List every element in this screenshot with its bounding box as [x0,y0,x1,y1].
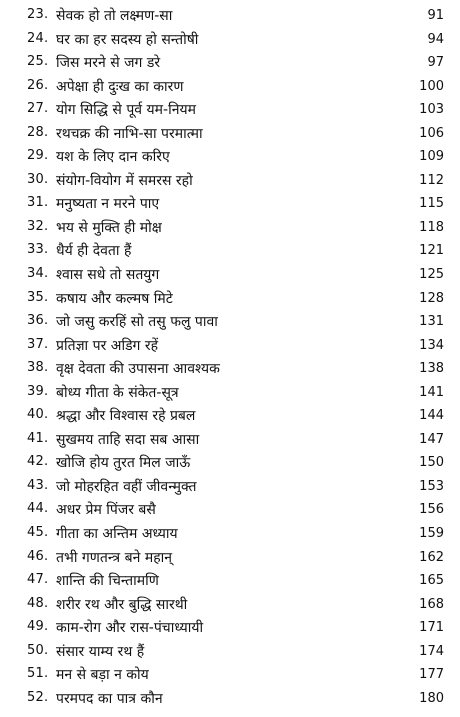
entry-title: मनुष्यता न मरने पाए [56,196,160,213]
entry-number: 50. [27,642,49,658]
table-of-contents [0,4,460,710]
entry-number: 23. [27,7,49,22]
toc-row [0,593,460,617]
toc-row [0,498,460,522]
entry-title: सुखमय ताहि सदा सब आसा [56,431,200,448]
entry-number: 29. [27,148,49,164]
entry-title: जिस मरने से जग डरे [56,55,161,72]
entry-page: 100 [419,78,444,94]
entry-page: 125 [419,267,444,283]
entry-title: घर का हर सदस्य हो सन्तोषी [56,31,199,48]
entry-title: श्रद्धा और विश्वास रहे प्रबल [56,408,196,425]
entry-page: 159 [419,526,444,542]
toc-row [0,522,460,546]
entry-title: कषाय और कल्मष मिटे [56,290,173,307]
entry-title: धैर्य ही देवता हैं [56,243,132,260]
entry-title: गीता का अन्तिम अध्याय [56,526,178,543]
entry-title: संयोग-वियोग में समरस रहो [56,172,193,189]
entry-title: भय से मुक्ति ही मोक्ष [56,219,162,236]
entry-page: 109 [419,149,444,165]
entry-number: 37. [27,336,49,352]
entry-title: सेवक हो तो लक्ष्मण-सा [56,8,173,24]
toc-row [0,122,460,146]
entry-title: खोजि होय तुरत मिल जाऊँ [56,455,191,472]
entry-page: 106 [419,125,444,141]
entry-page: 118 [419,219,444,235]
entry-page: 121 [419,243,444,259]
entry-number: 41. [27,430,49,446]
toc-row [0,28,460,52]
entry-page: 94 [427,31,444,47]
entry-title: श्वास सधे तो सतयुग [56,267,160,284]
entry-number: 24. [27,30,49,46]
entry-number: 47. [27,572,49,588]
entry-title: योग सिद्धि से पूर्व यम-नियम [56,102,196,119]
entry-page: 97 [427,55,444,71]
toc-row [0,663,460,687]
entry-number: 40. [27,407,49,423]
entry-page: 144 [419,408,444,424]
entry-page: 165 [419,573,444,589]
toc-row [0,569,460,593]
toc-row [0,98,460,122]
entry-title: शरीर रथ और बुद्धि सारथी [56,596,188,613]
toc-row [0,4,460,28]
entry-page: 128 [419,290,444,306]
entry-page: 153 [419,478,444,494]
entry-number: 28. [27,124,49,140]
entry-title: रथचक्र की नाभि-सा परमात्मा [56,125,203,142]
entry-title: काम-रोग और रास-पंचाध्यायी [56,620,204,637]
entry-number: 46. [27,548,49,564]
entry-title: मन से बड़ा न कोय [56,667,149,684]
entry-number: 33. [27,242,49,258]
entry-number: 44. [27,501,49,517]
entry-page: 171 [419,620,444,636]
toc-row [0,381,460,405]
entry-page: 103 [419,102,444,118]
entry-page: 141 [419,384,444,400]
entry-number: 42. [27,454,49,470]
toc-row [0,640,460,664]
entry-page: 115 [419,196,444,212]
entry-title: तभी गणतन्त्र बने महान् [56,549,173,566]
entry-title: परमपद का पात्र कौन [56,690,163,707]
toc-row [0,428,460,452]
toc-row [0,51,460,75]
entry-page: 162 [419,549,444,565]
entry-number: 30. [27,171,49,187]
entry-title: बोध्य गीता के संकेत-सूत्र [56,384,179,401]
entry-title: जो जसु करहिं सो तसु फलु पावा [56,314,218,331]
toc-row [0,145,460,169]
entry-number: 27. [27,101,49,117]
toc-row [0,287,460,311]
toc-row [0,192,460,216]
entry-page: 168 [419,596,444,612]
toc-row [0,616,460,640]
entry-number: 31. [27,195,49,211]
entry-title: प्रतिज्ञा पर अडिग रहें [56,337,159,354]
entry-title: यश के लिए दान करिए [56,149,170,166]
entry-title: अपेक्षा ही दुःख का कारण [56,78,184,95]
entry-number: 36. [27,313,49,329]
entry-number: 43. [27,477,49,493]
toc-row [0,546,460,570]
entry-number: 32. [27,218,49,234]
toc-row [0,404,460,428]
entry-page: 134 [419,337,444,353]
entry-number: 52. [27,689,49,705]
entry-page: 150 [419,455,444,471]
entry-number: 34. [27,266,49,282]
entry-number: 51. [27,666,49,682]
entry-page: 112 [419,172,444,188]
toc-row [0,239,460,263]
toc-row [0,357,460,381]
entry-number: 35. [27,289,49,305]
toc-row [0,687,460,711]
entry-title: संसार याम्य रथ हैं [56,643,145,660]
entry-number: 39. [27,383,49,399]
toc-row [0,263,460,287]
entry-title: शान्ति की चिन्तामणि [56,573,159,590]
toc-row [0,216,460,240]
entry-page: 91 [427,8,444,23]
toc-row [0,334,460,358]
toc-row [0,310,460,334]
entry-number: 26. [27,77,49,93]
entry-page: 147 [419,431,444,447]
toc-row [0,475,460,499]
entry-page: 138 [419,361,444,377]
entry-number: 49. [27,619,49,635]
entry-number: 45. [27,525,49,541]
entry-page: 131 [419,314,444,330]
entry-title: जो मोहरहित वहीं जीवन्मुक्त [56,478,197,495]
entry-page: 180 [419,690,444,706]
entry-number: 25. [27,54,49,70]
entry-title: वृक्ष देवता की उपासना आवश्यक [56,361,220,378]
toc-row [0,451,460,475]
entry-page: 156 [419,502,444,518]
entry-page: 177 [419,667,444,683]
entry-number: 48. [27,595,49,611]
toc-row [0,169,460,193]
entry-title: अधर प्रेम पिंजर बसै [56,502,156,519]
entry-number: 38. [27,360,49,376]
entry-page: 174 [419,643,444,659]
toc-row [0,75,460,99]
